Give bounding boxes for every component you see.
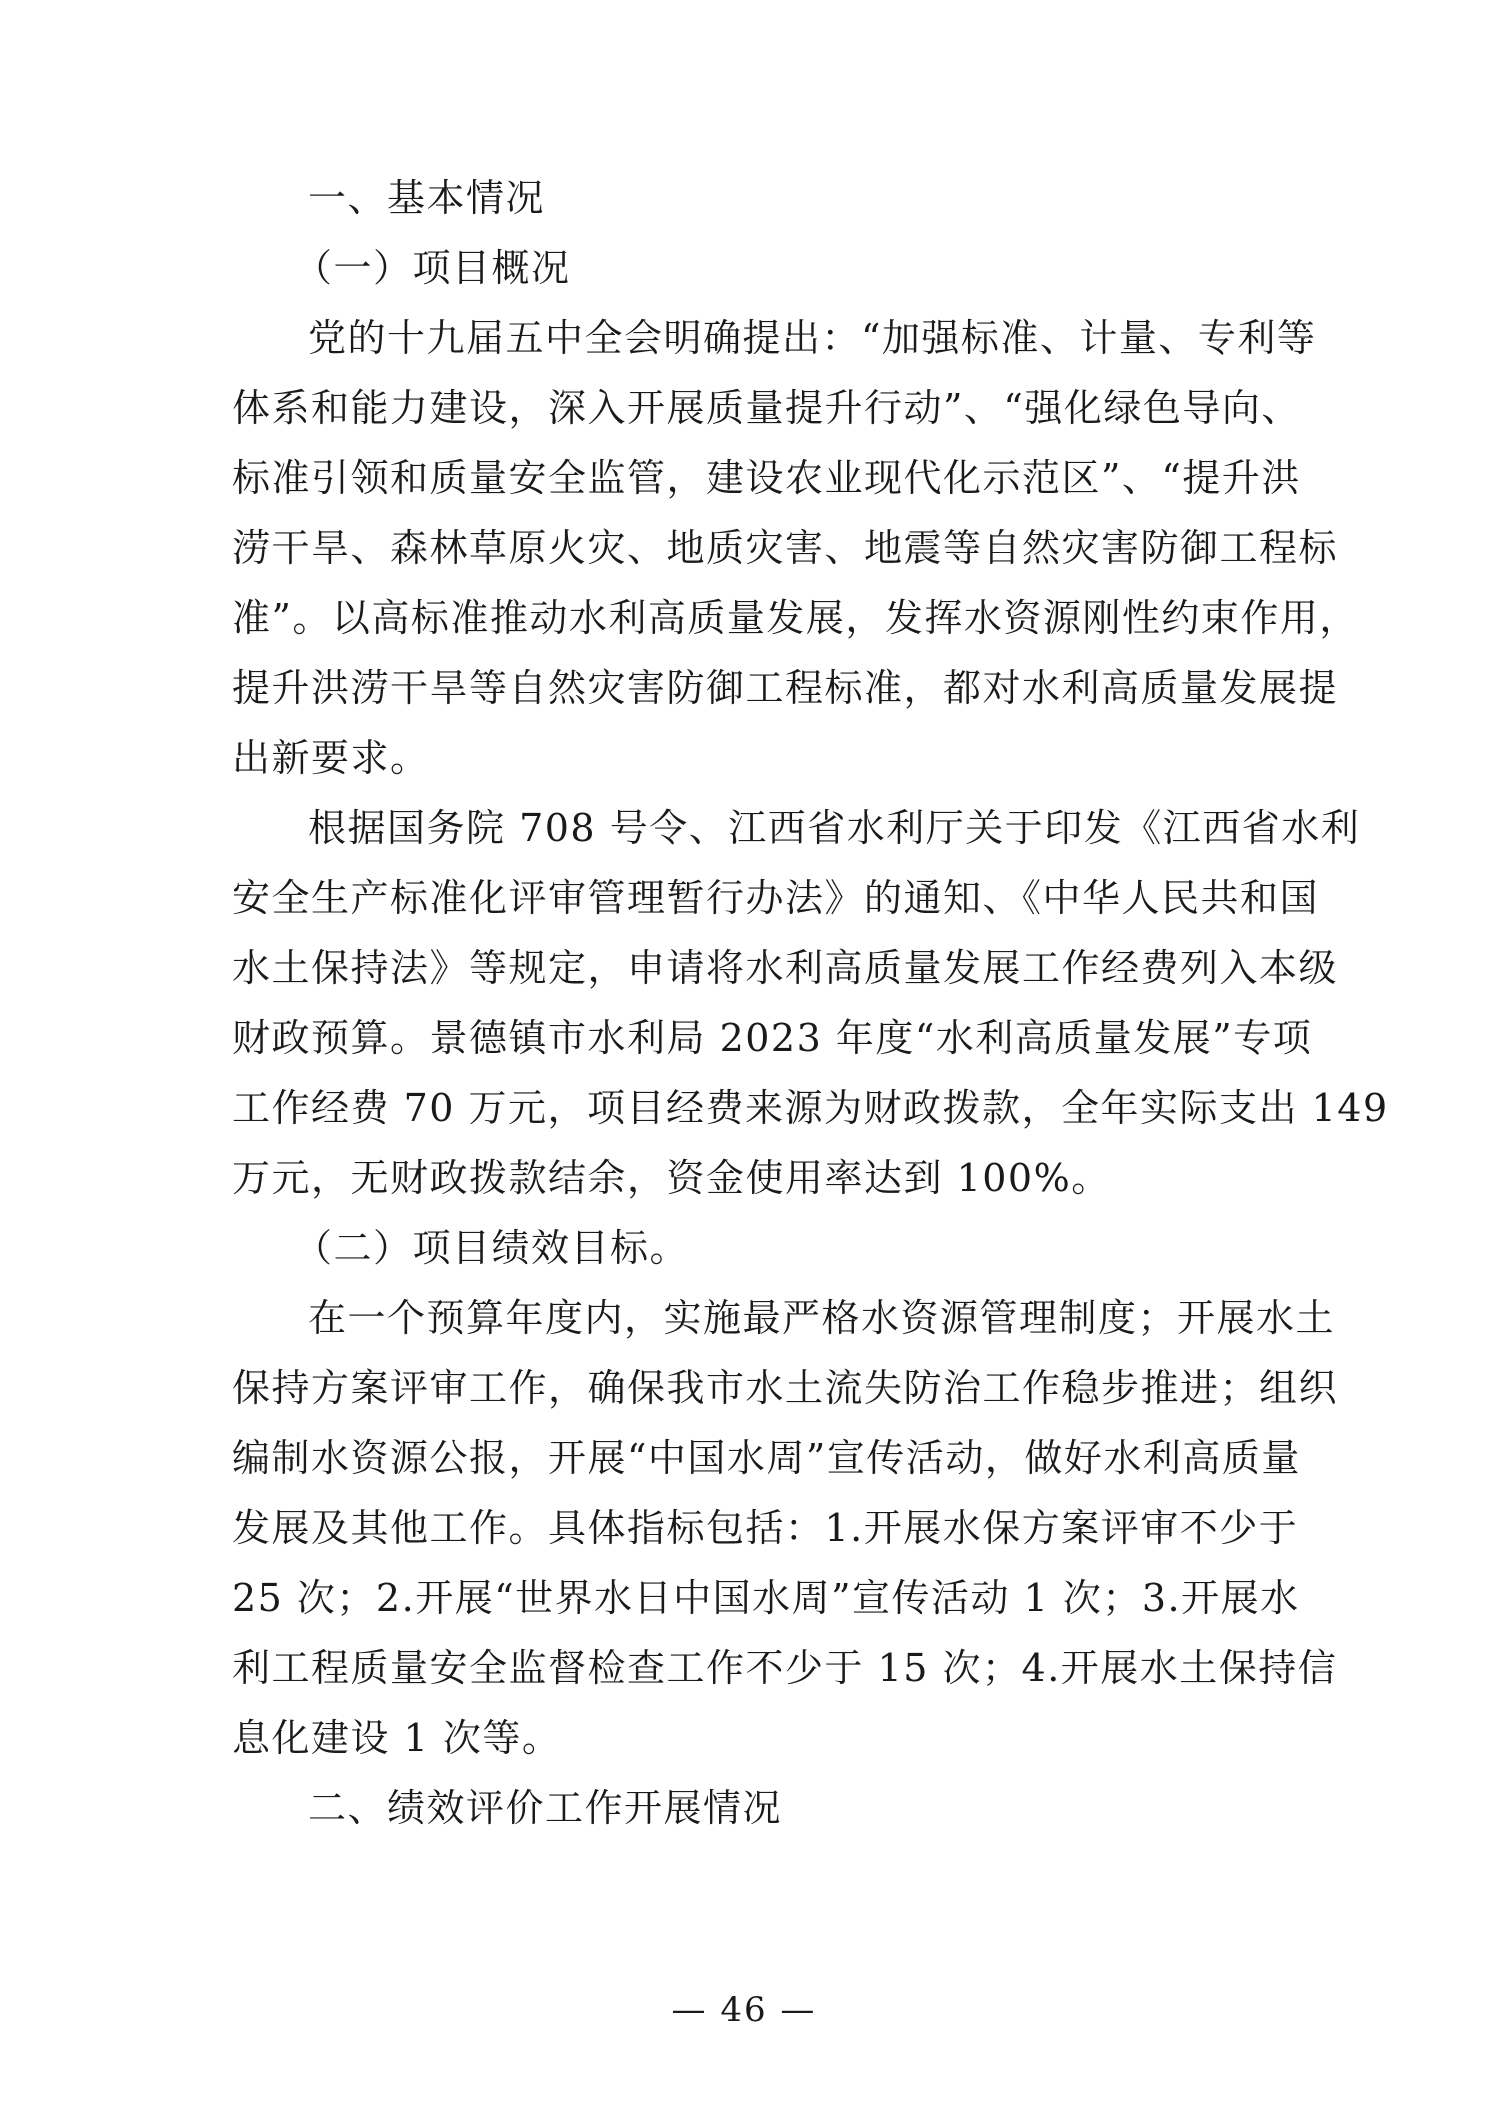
paragraph-funding-basis — [232, 793, 1389, 1213]
paragraph-line: 准”。以高标准推动水利高质量发展，发挥水资源刚性约束作用， — [232, 596, 1359, 640]
section-heading-evaluation-work: 二、绩效评价工作开展情况 — [308, 1786, 783, 1830]
paragraph-line: 体系和能力建设，深入开展质量提升行动”、“强化绿色导向、 — [232, 386, 1301, 430]
subsection-heading-performance-goals: （二）项目绩效目标。 — [294, 1226, 690, 1270]
paragraph-line: 编制水资源公报，开展“中国水周”宣传活动，做好水利高质量 — [232, 1436, 1301, 1480]
paragraph-line: 标准引领和质量安全监管，建设农业现代化示范区”、“提升洪 — [232, 456, 1301, 500]
paragraph-line: 财政预算。景德镇市水利局 2023 年度“水利高质量发展”专项 — [232, 1016, 1313, 1060]
page-number: — 46 — — [671, 1990, 817, 2030]
paragraph-performance-goals — [232, 1283, 1339, 1773]
paragraph-line: 利工程质量安全监督检查工作不少于 15 次；4.开展水土保持信 — [232, 1646, 1338, 1690]
paragraph-line: 党的十九届五中全会明确提出：“加强标准、计量、专利等 — [308, 316, 1317, 360]
subsection-heading-project-overview: （一）项目概况 — [294, 246, 571, 290]
paragraph-line: 发展及其他工作。具体指标包括：1.开展水保方案评审不少于 — [232, 1506, 1299, 1550]
paragraph-line: 保持方案评审工作，确保我市水土流失防治工作稳步推进；组织 — [232, 1366, 1339, 1410]
section-heading-basic-info: 一、基本情况 — [308, 176, 546, 220]
paragraph-line: 息化建设 1 次等。 — [232, 1716, 562, 1760]
paragraph-line: 工作经费 70 万元，项目经费来源为财政拨款，全年实际支出 149 — [232, 1086, 1389, 1130]
paragraph-line: 安全生产标准化评审管理暂行办法》的通知、《中华人民共和国 — [232, 876, 1320, 920]
paragraph-line: 水土保持法》等规定，申请将水利高质量发展工作经费列入本级 — [232, 946, 1339, 990]
paragraph-project-overview — [232, 303, 1359, 793]
paragraph-line: 涝干旱、森林草原火灾、地质灾害、地震等自然灾害防御工程标 — [232, 526, 1339, 570]
paragraph-line: 25 次；2.开展“世界水日中国水周”宣传活动 1 次；3.开展水 — [232, 1576, 1300, 1620]
paragraph-line: 根据国务院 708 号令、江西省水利厅关于印发《江西省水利 — [308, 806, 1361, 850]
paragraph-line: 提升洪涝干旱等自然灾害防御工程标准，都对水利高质量发展提 — [232, 666, 1339, 710]
paragraph-line: 出新要求。 — [232, 736, 430, 780]
paragraph-line: 万元，无财政拨款结余，资金使用率达到 100%。 — [232, 1156, 1111, 1200]
paragraph-line: 在一个预算年度内，实施最严格水资源管理制度；开展水土 — [308, 1296, 1336, 1340]
document-body — [232, 163, 1389, 1843]
